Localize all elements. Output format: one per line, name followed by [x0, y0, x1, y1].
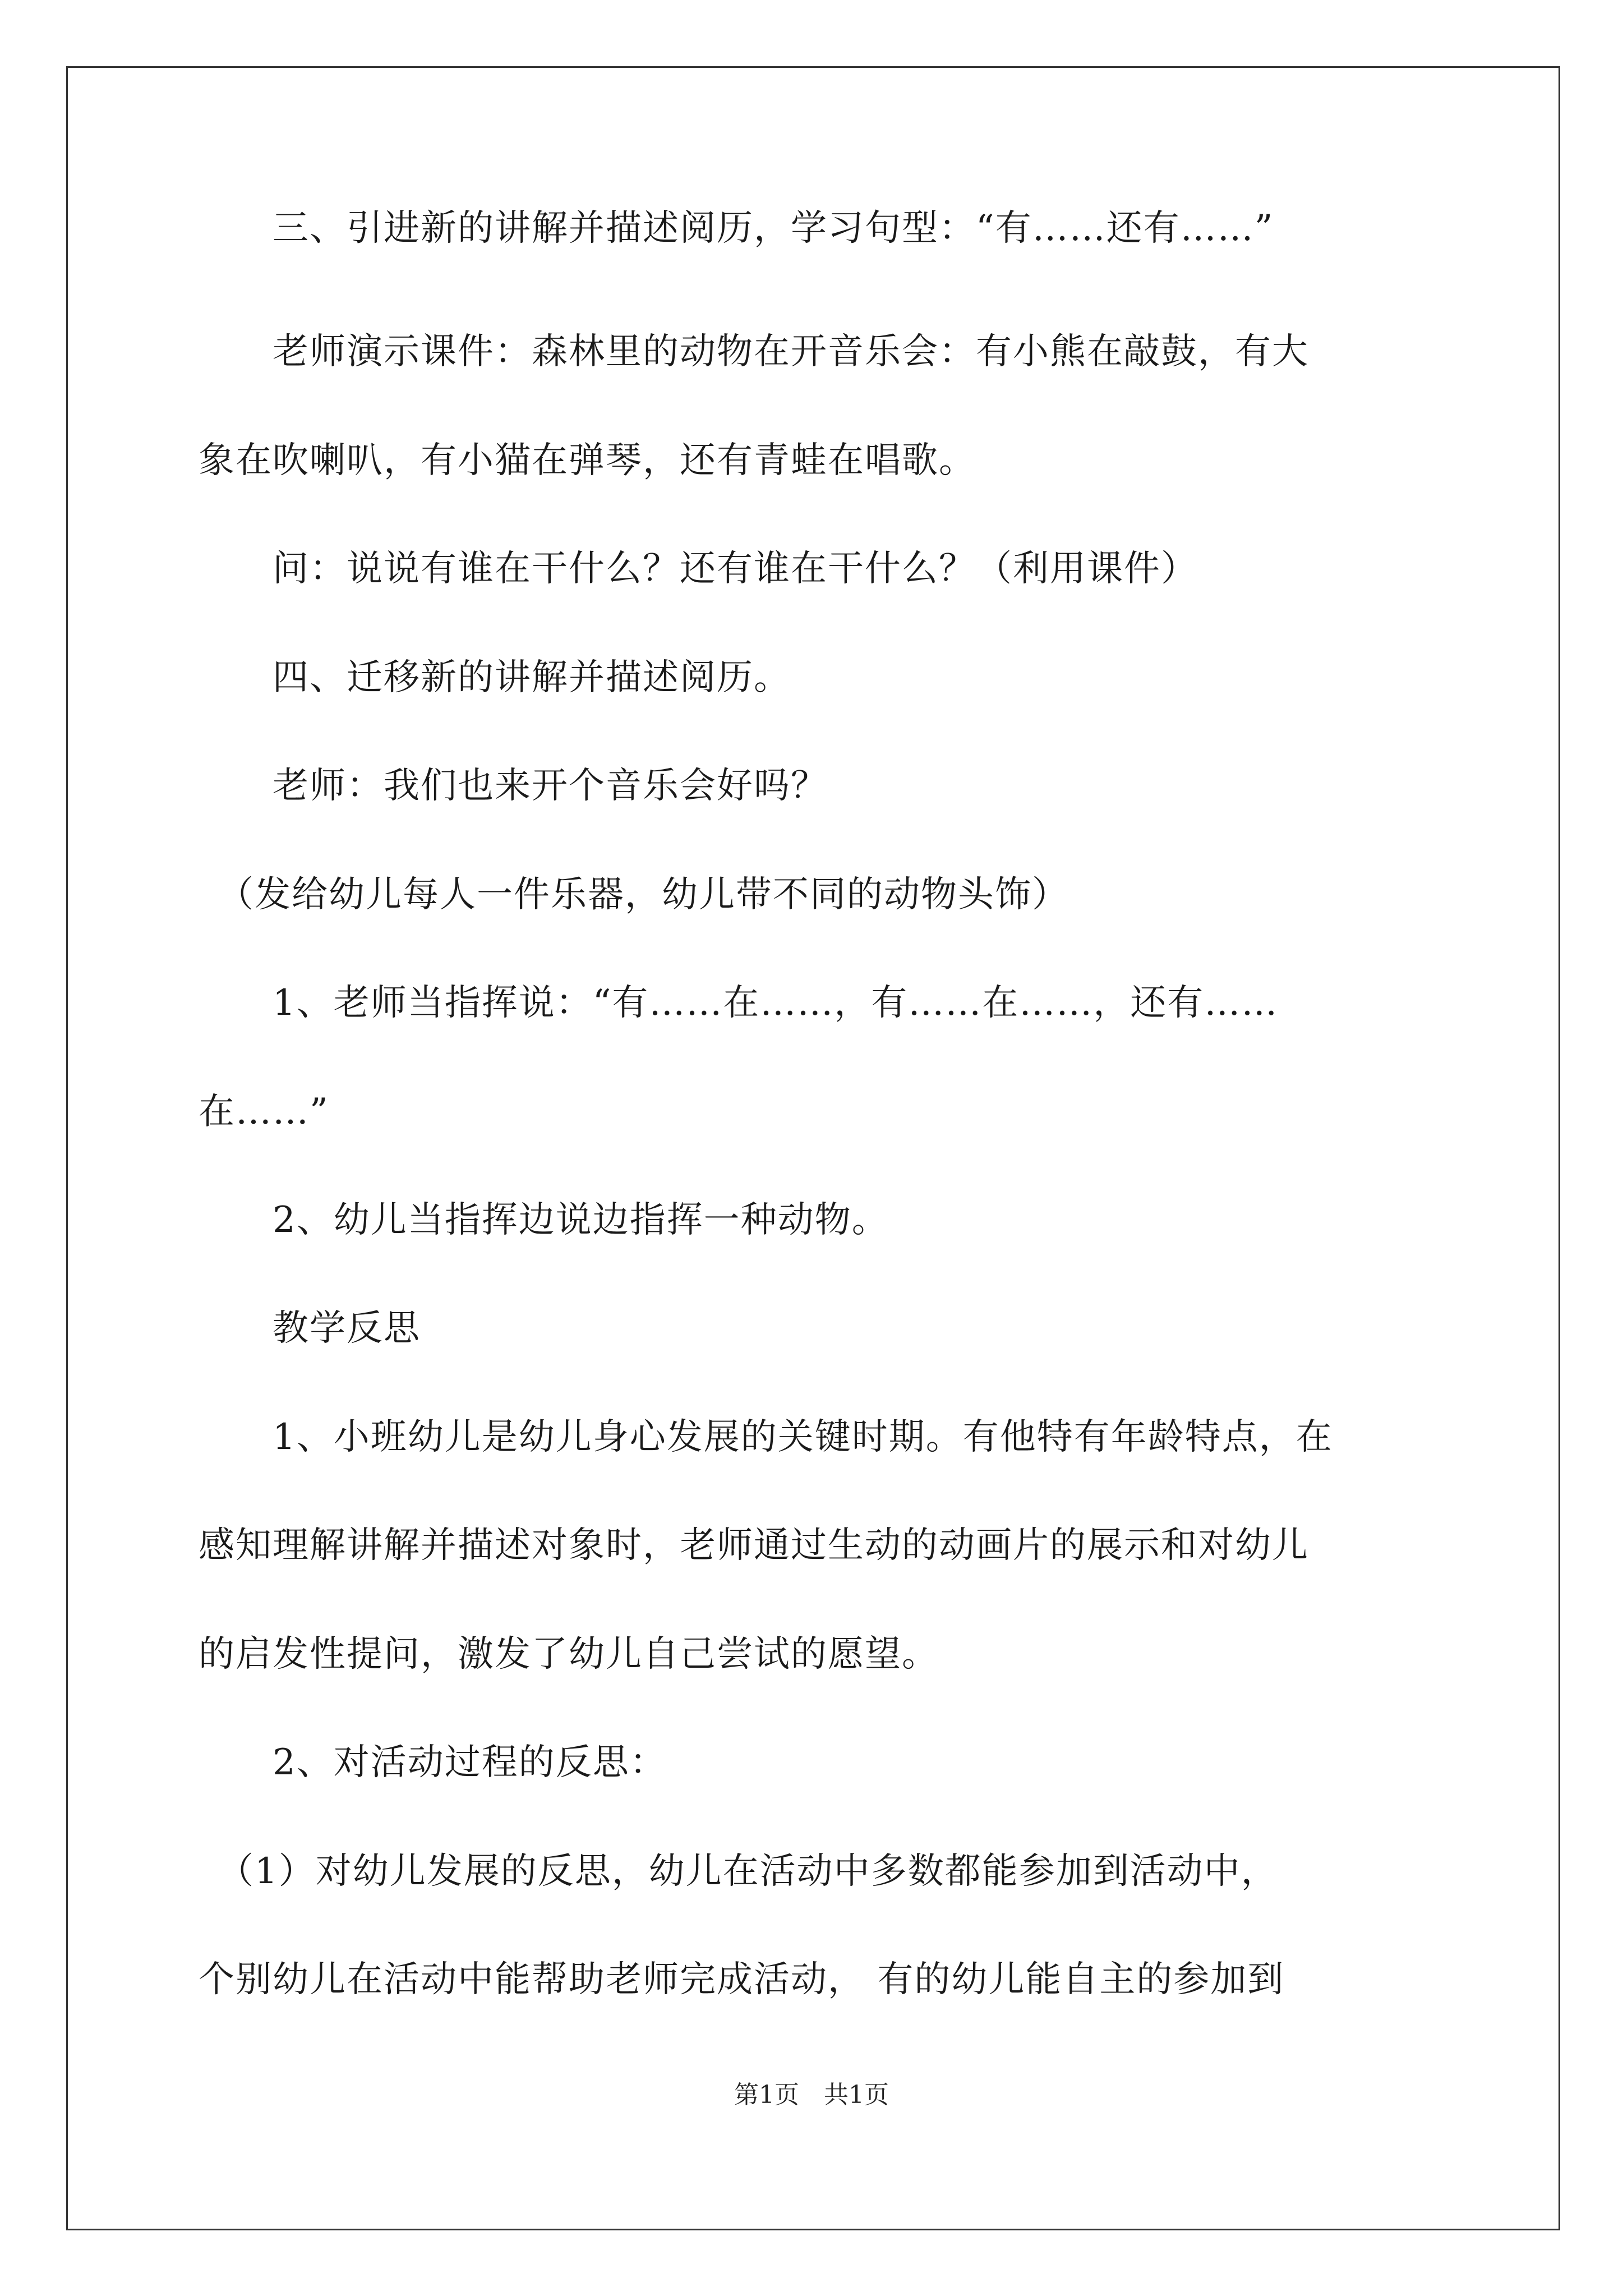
paragraph-line: 四、迁移新的讲解并描述阅历。: [199, 657, 791, 698]
paragraph-line: 老师演示课件：森林里的动物在开音乐会：有小熊在敲鼓，有大: [199, 331, 1309, 372]
paragraph-line: 三、引进新的讲解并描述阅历，学习句型：“有……还有……”: [199, 208, 1274, 249]
paragraph-line: 在……”: [199, 1091, 329, 1133]
paragraph-line: 的启发性提问，激发了幼儿自己尝试的愿望。: [199, 1634, 939, 1675]
paragraph-line: 老师：我们也来开个音乐会好吗？: [199, 765, 828, 807]
paragraph-line: 2、对活动过程的反思：: [199, 1742, 667, 1783]
paragraph-line: （发给幼儿每人一件乐器，幼儿带不同的动物头饰）: [199, 874, 1069, 915]
page-number-footer: 第1页 共1页: [734, 2081, 889, 2109]
paragraph-line: 1、老师当指挥说：“有……在……，有……在……，还有……: [199, 982, 1279, 1024]
section-heading: 教学反思: [199, 1308, 421, 1349]
paragraph-line: 2、幼儿当指挥边说边指挥一种动物。: [199, 1199, 889, 1241]
paragraph-line: 1、小班幼儿是幼儿身心发展的关键时期。有他特有年龄特点，在: [199, 1416, 1333, 1458]
paragraph-line: 感知理解讲解并描述对象时，老师通过生动的动画片的展示和对幼儿: [199, 1525, 1309, 1566]
paragraph-line: 象在吹喇叭，有小猫在弹琴，还有青蛙在唱歌。: [199, 440, 976, 481]
paragraph-line: （1）对幼儿发展的反思，幼儿在活动中多数都能参加到活动中，: [199, 1851, 1278, 1892]
paragraph-line: 个别幼儿在活动中能帮助老师完成活动， 有的幼儿能自主的参加到: [199, 1959, 1285, 2000]
page-frame: [66, 66, 1560, 2230]
paragraph-line: 问：说说有谁在干什么？还有谁在干什么？（利用课件）: [199, 548, 1198, 590]
